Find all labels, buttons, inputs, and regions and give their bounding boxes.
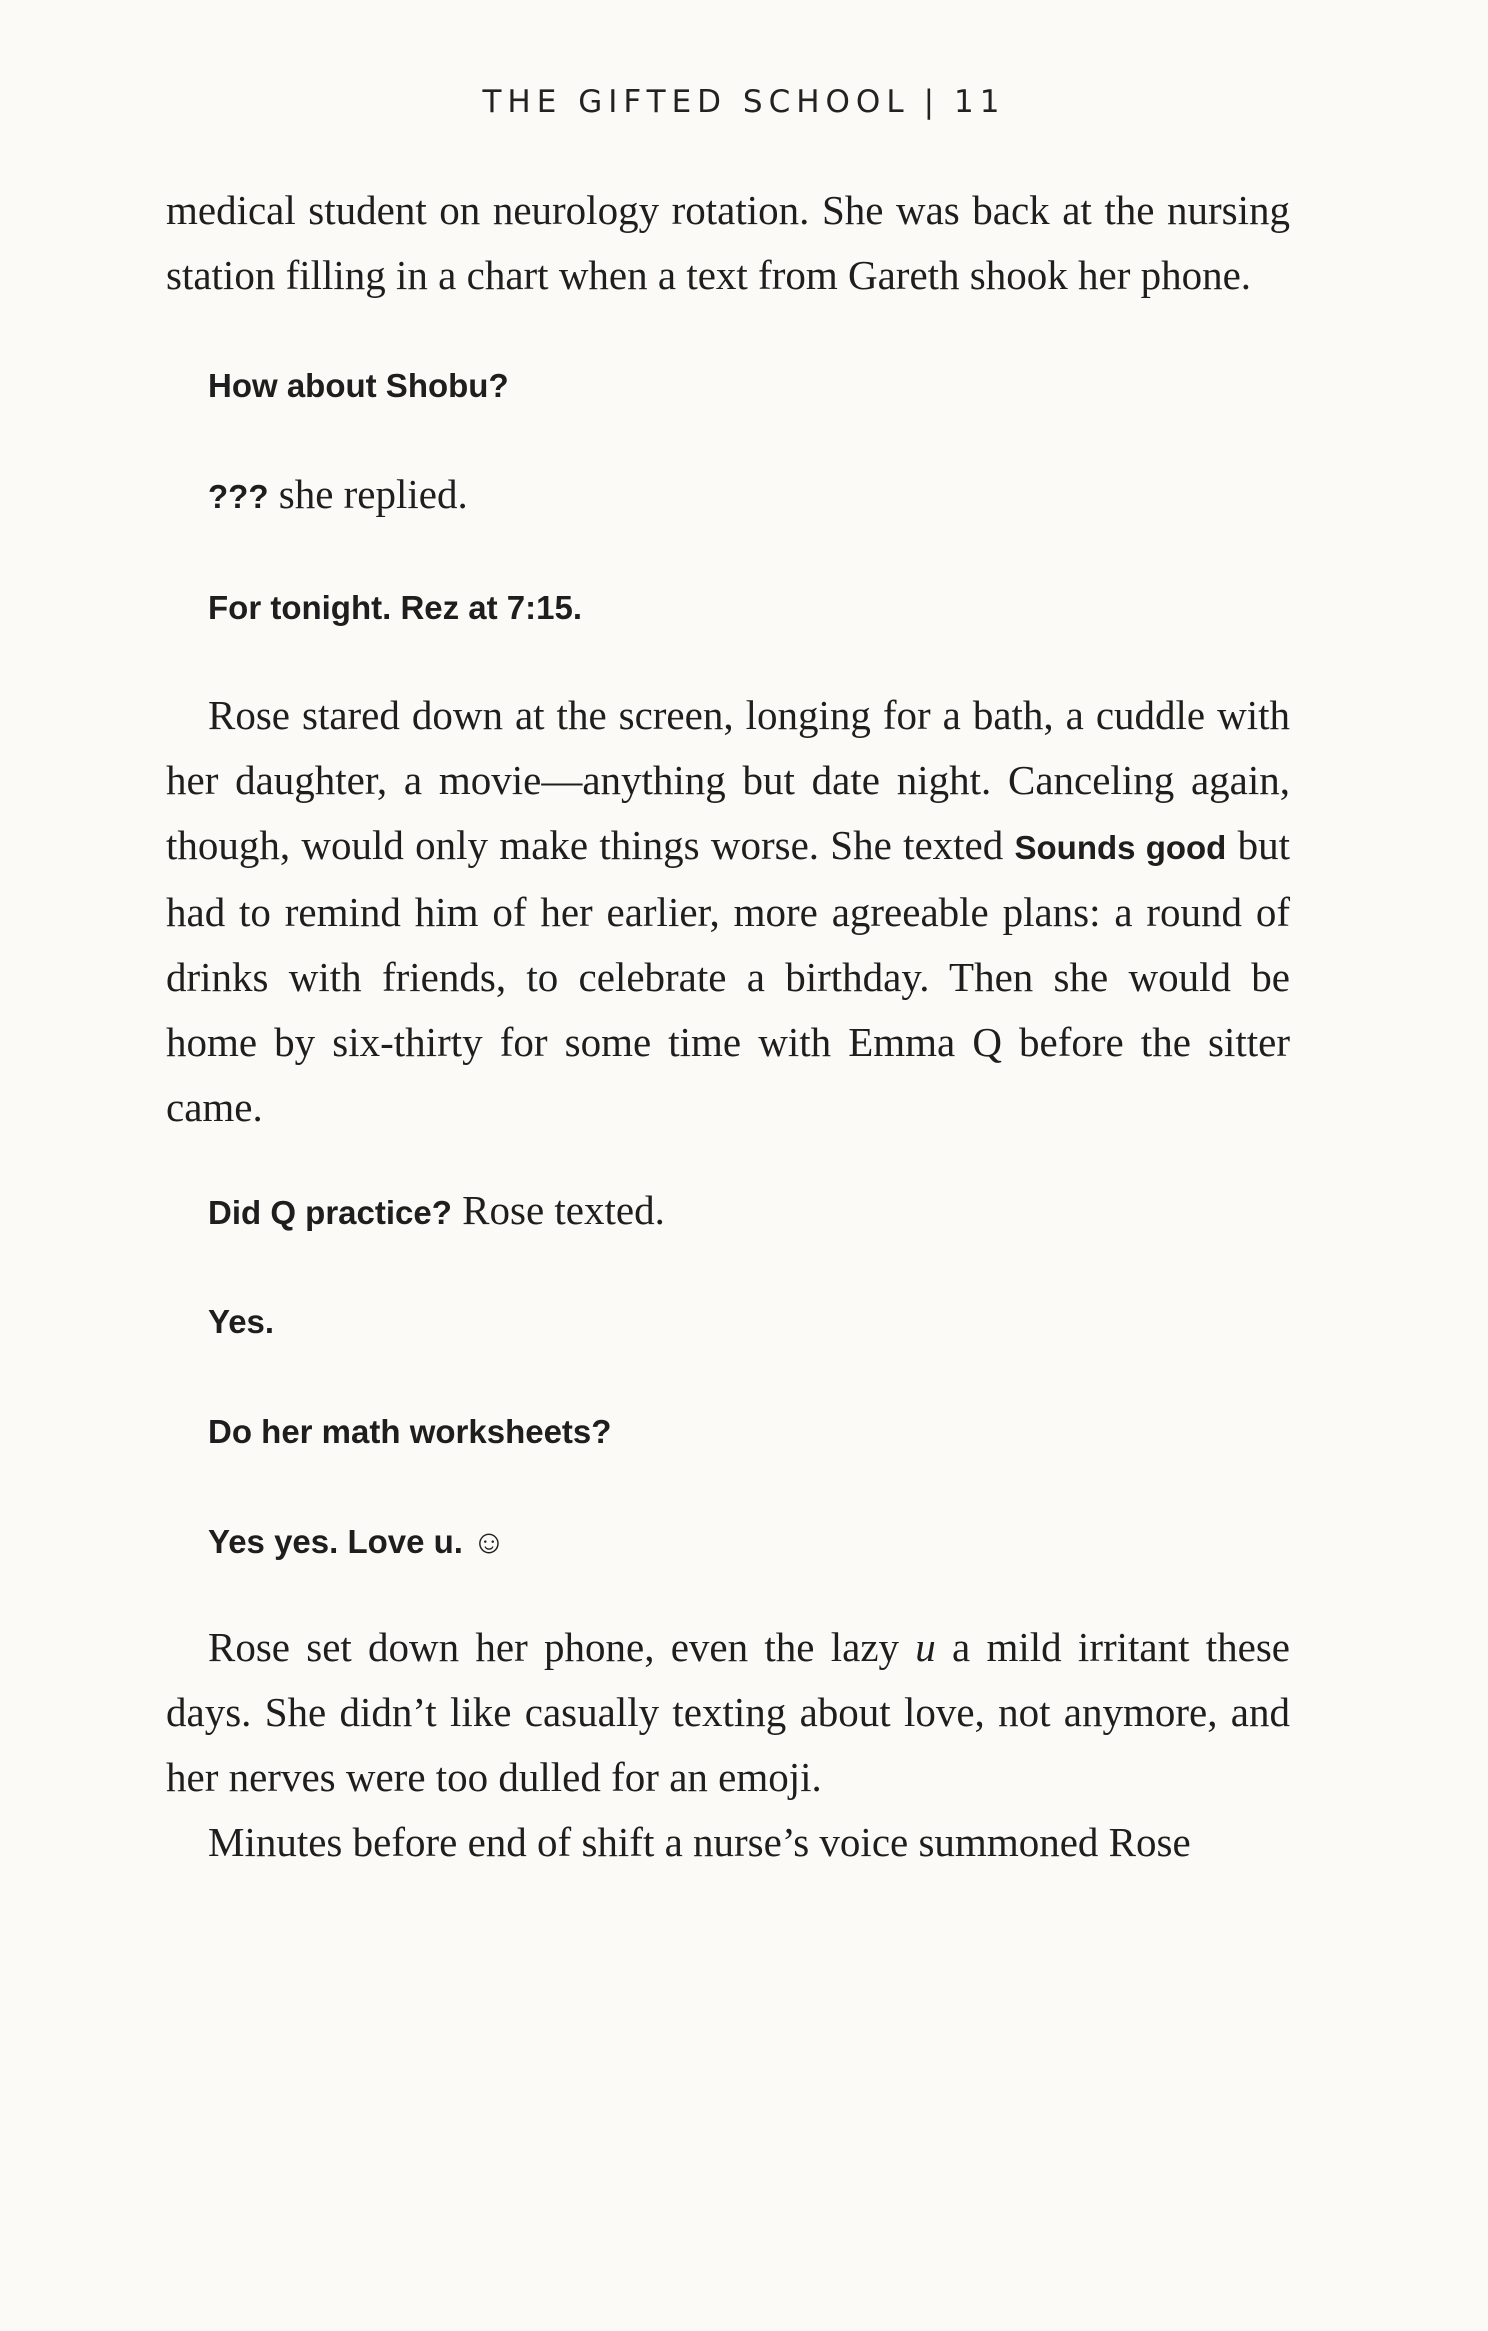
text-message-5: [166, 1287, 1290, 1354]
text-message-7-text: Yes yes. Love u. ☺: [208, 1523, 506, 1560]
text-message-7: [166, 1507, 1290, 1574]
text-message-3: [166, 573, 1290, 640]
page-number: 11: [954, 84, 1006, 120]
header-separator: |: [923, 84, 941, 120]
text-message-2-narration: she replied.: [268, 471, 468, 517]
text-message-2: [166, 462, 1290, 529]
text-message-4-narration: Rose texted.: [451, 1187, 665, 1233]
paragraph-2-text-message: Sounds good: [1014, 829, 1227, 866]
text-message-5-text: Yes.: [208, 1303, 275, 1340]
text-message-1-text: How about Shobu?: [208, 367, 509, 404]
text-message-4: [166, 1178, 1290, 1245]
text-message-4-text: Did Q practice?: [208, 1194, 452, 1231]
text-message-2-text: ???: [208, 478, 269, 515]
text-message-3-text: For tonight. Rez at 7:15.: [208, 589, 583, 626]
text-message-6-text: Do her math worksheets?: [208, 1413, 612, 1450]
running-head: [0, 84, 1488, 120]
paragraph-3-part-2: a mild irritant these days. She didn’t like casually texting about love, not anymore, and her nerves were too dulled for an emoji.: [166, 1624, 1290, 1800]
page-body: [166, 178, 1290, 1875]
book-title: THE GIFTED SCHOOL: [482, 84, 910, 120]
paragraph-2-part-2: but had to remind him of her earlier, more agreeable plans: a round of drinks with friends, to celebrate a birthday. Then she would be home by six-thirty for some time with Emma Q before the sitter came.: [166, 822, 1290, 1130]
paragraph-4: Minutes before end of shift a nurse’s voice summoned Rose: [208, 1819, 1191, 1865]
paragraph-3-part-1: Rose set down her phone, even the lazy: [208, 1624, 916, 1670]
text-message-6: [166, 1397, 1290, 1464]
text-message-1: [166, 351, 1290, 418]
paragraph-2: [166, 683, 1290, 1140]
paragraph-3-italic: u: [915, 1624, 936, 1670]
paragraph-2-part-1: Rose stared down at the screen, longing for a bath, a cuddle with her daughter, a movie—anything but date night. Canceling again, though, would only make things worse. She texted: [166, 692, 1290, 868]
paragraph-1: medical student on neurology rotation. She was back at the nursing station filling in a chart when a text from Gareth shook her phone.: [166, 187, 1290, 298]
paragraph-3: [166, 1615, 1290, 1810]
